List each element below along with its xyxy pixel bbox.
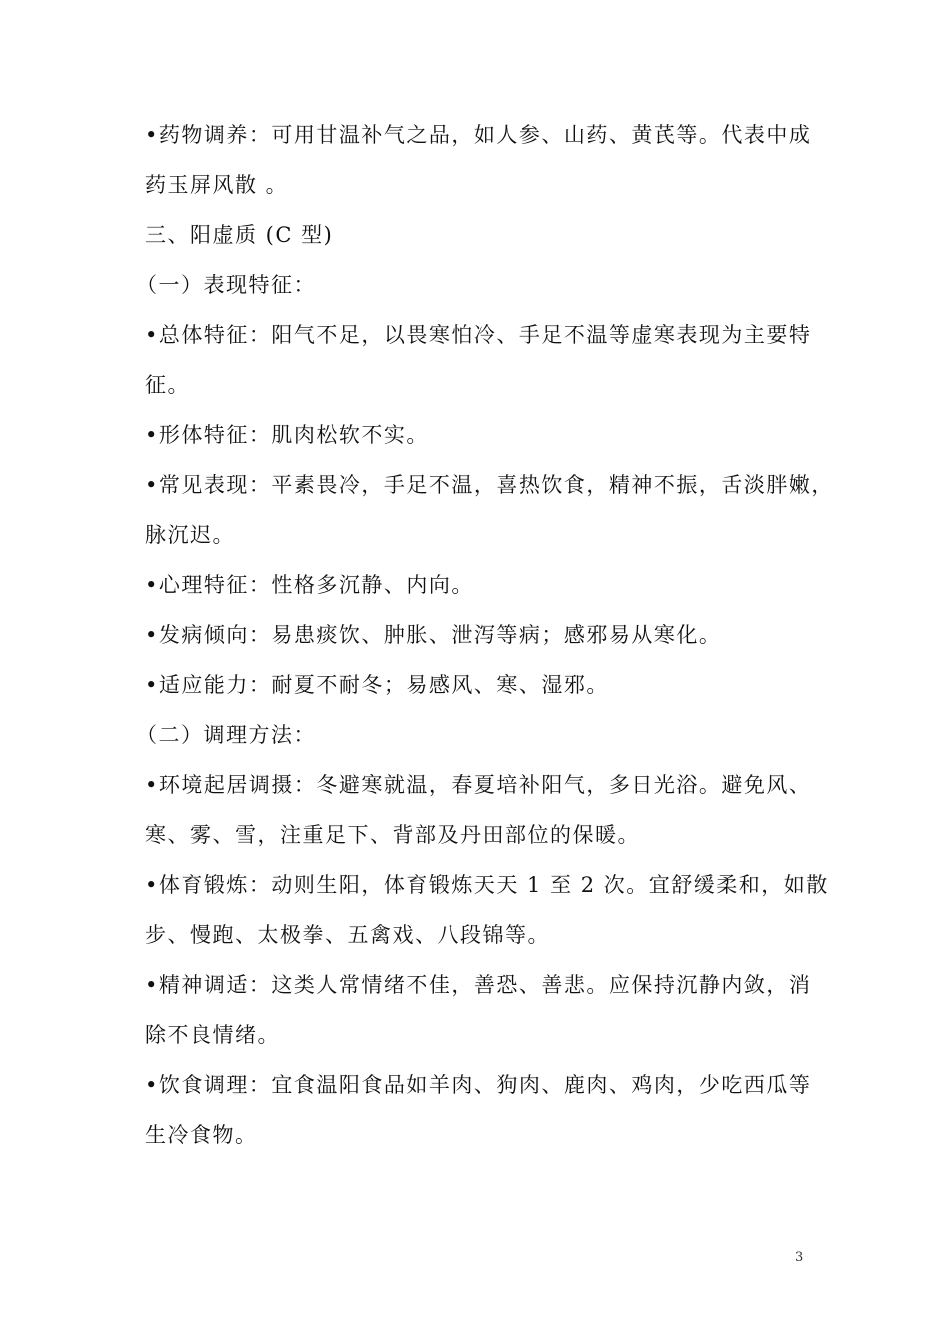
text-line-exercise: •体育锻炼：动则生阳，体育锻炼天天 1 至 2 次。宜舒缓柔和，如散 [145,873,829,897]
text-line-overall-features-cont: 征。 [145,373,190,397]
text-line-common-signs-cont: 脉沉迟。 [145,523,235,547]
text-line-mental: •精神调适：这类人常情绪不佳，善恐、善悲。应保持沉静内敛，消 [145,973,812,997]
text-line-disease-tendency: •发病倾向：易患痰饮、肿胀、泄泻等病；感邪易从寒化。 [145,623,722,647]
text-line-adaptability: •适应能力：耐夏不耐冬；易感风、寒、湿邪。 [145,673,609,697]
subsection-heading-features: （一）表现特征： [136,273,316,297]
text-line-herbal-regimen: •药物调养：可用甘温补气之品，如人参、山药、黄芪等。代表中成 [145,123,812,147]
section-heading-yang-deficiency: 三、阳虚质 (C 型) [145,223,334,247]
text-line-psychological-features: •心理特征：性格多沉静、内向。 [145,573,474,597]
text-line-overall-features: •总体特征：阳气不足，以畏寒怕冷、手足不温等虚寒表现为主要特 [145,323,812,347]
text-line-environment-cont: 寒、雾、雪，注重足下、背部及丹田部位的保暖。 [145,823,640,847]
text-line-mental-cont: 除不良情绪。 [145,1023,280,1047]
text-line-herbal-regimen-cont: 药玉屏风散 。 [145,173,289,197]
subsection-heading-methods: （二）调理方法： [136,723,316,747]
text-line-environment: •环境起居调摄：冬避寒就温，春夏培补阳气，多日光浴。避免风、 [145,773,812,797]
text-line-exercise-cont: 步、慢跑、太极拳、五禽戏、八段锦等。 [145,923,550,947]
text-line-diet-cont: 生冷食物。 [145,1123,258,1147]
page-number: 3 [795,1250,804,1265]
text-line-common-signs: •常见表现：平素畏冷，手足不温，喜热饮食，精神不振，舌淡胖嫩， [145,473,834,497]
text-line-diet: •饮食调理：宜食温阳食品如羊肉、狗肉、鹿肉、鸡肉，少吃西瓜等 [145,1073,812,1097]
text-line-body-features: •形体特征：肌肉松软不实。 [145,423,429,447]
